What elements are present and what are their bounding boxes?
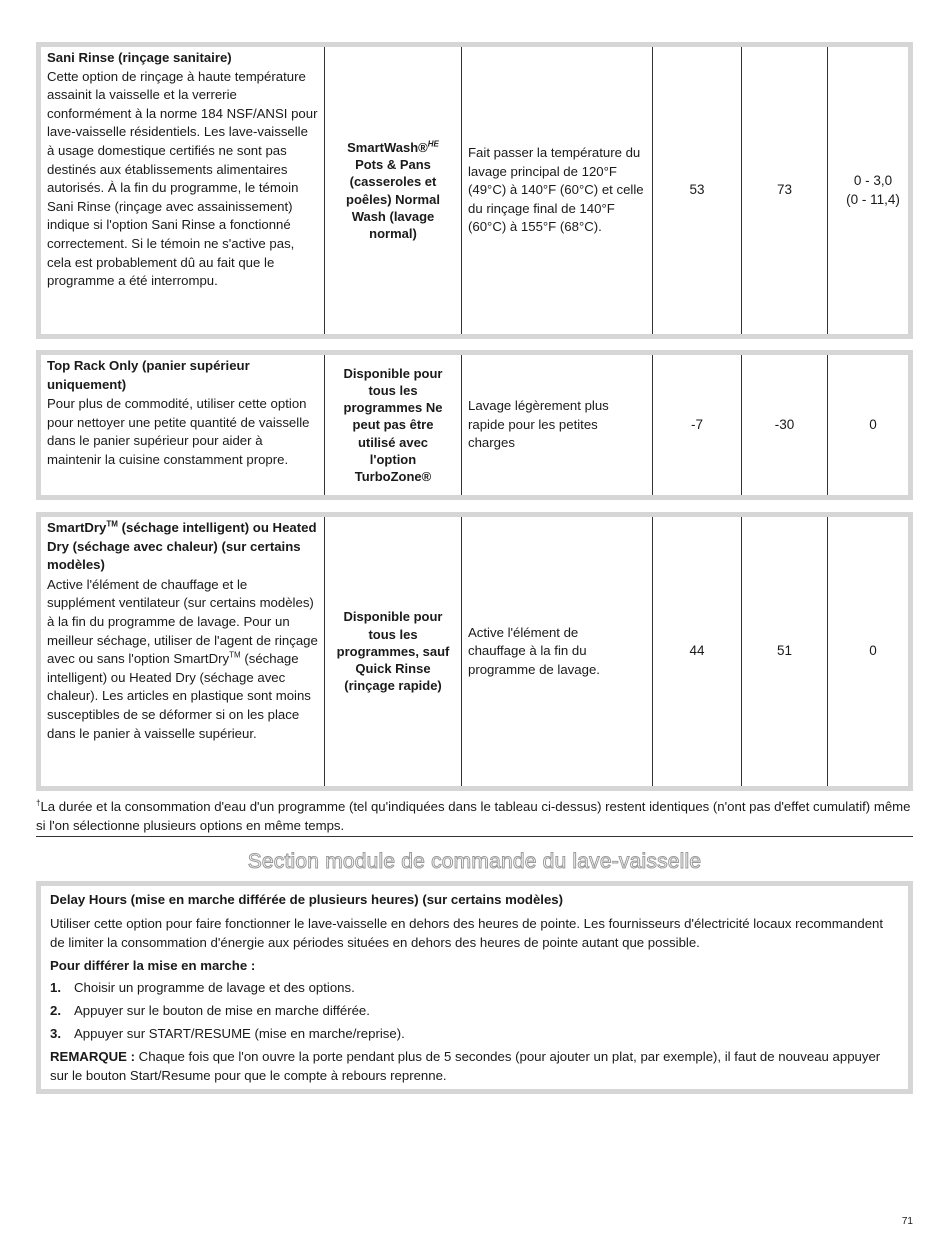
list-item bbox=[50, 1001, 898, 1020]
value-col6: 0 bbox=[869, 416, 877, 432]
option-table-smartdry bbox=[36, 512, 913, 791]
value-col5: 51 bbox=[776, 643, 793, 659]
effect-text: Active l'élément de chauffage à la fin du programme de lavage. bbox=[468, 624, 600, 677]
value-col4: 53 bbox=[689, 182, 705, 198]
trademark-mark: TM bbox=[106, 519, 118, 529]
page-number: 71 bbox=[901, 1216, 913, 1227]
option-description: Pour plus de commodité, utiliser cette option pour nettoyer une petite quantité de vaisselle dans le panier supérieur pour aider à maintenir la cuisine constamment propre. bbox=[47, 396, 310, 467]
value-col5: -30 bbox=[774, 416, 795, 432]
delay-note bbox=[50, 1047, 898, 1085]
delay-intro: Utiliser cette option pour faire fonctionner le lave-vaisselle en dehors des heures de pointe. Les fournisseurs d'électricité locaux recommandent de limiter la consommation d'énergie aux périodes situées en dehors des heures de pointe autant que possible. bbox=[50, 916, 884, 950]
option-title-part: SmartDry bbox=[47, 520, 107, 535]
option-description bbox=[47, 576, 318, 743]
value-cell bbox=[827, 47, 918, 334]
divider bbox=[36, 836, 913, 837]
programs-cell bbox=[324, 47, 461, 334]
option-description: Cette option de rinçage à haute température assainit la vaisselle et la verrerie conformément à la norme 184 NSF/ANSI pour lave-vaisselle résidentiels. Les lave-vaisselle à usage domestique certifiés ne sont pas destinés aux établissements alimentaires autorisés. À la fin du programme, le témoin Sani Rinse (rinçage avec assainissement) indique si l'option Sani Rinse a fonctionné correctement. Si le témoin ne s'active pas, cela est probablement dû au fait que le programme a été interrompu. bbox=[47, 68, 318, 289]
delay-subheading: Pour différer la mise en marche : bbox=[50, 958, 256, 973]
value-cell bbox=[741, 355, 827, 495]
step-number: 1. bbox=[50, 980, 61, 995]
option-table-sani-rinse bbox=[36, 42, 913, 339]
option-cell bbox=[41, 355, 324, 495]
value-col4: 44 bbox=[689, 643, 705, 659]
step-text: Appuyer sur START/RESUME (mise en marche/reprise). bbox=[74, 1026, 405, 1041]
footnote-mark: † bbox=[36, 798, 41, 808]
programs-cell bbox=[324, 517, 461, 786]
note-text: Chaque fois que l'on ouvre la porte pendant plus de 5 secondes (pour ajouter un plat, par exemple), il faut de nouveau appuyer sur le bouton Start/Resume pour que le compte à rebours reprenne. bbox=[50, 1049, 881, 1083]
table-footnote bbox=[36, 798, 916, 835]
programs-text bbox=[337, 139, 449, 242]
programs-smartwash: SmartWash® bbox=[347, 139, 428, 155]
option-description-part: (séchage intelligent) ou Heated Dry (séchage avec chaleur). Les articles en plastique sont moins susceptibles de se déformer si on les place dans le panier à vaisselle supérieur. bbox=[47, 651, 311, 741]
option-cell bbox=[41, 517, 324, 786]
effect-text: Lavage légèrement plus rapide pour les petites charges bbox=[468, 398, 609, 451]
list-item bbox=[50, 978, 898, 997]
step-number: 2. bbox=[50, 1003, 61, 1018]
value-cell bbox=[827, 517, 918, 786]
step-number: 3. bbox=[50, 1026, 61, 1041]
value-cell bbox=[741, 47, 827, 334]
programs-cell bbox=[324, 355, 461, 495]
option-title: Sani Rinse (rinçage sanitaire) bbox=[47, 50, 232, 65]
step-text: Appuyer sur le bouton de mise en marche différée. bbox=[74, 1003, 370, 1018]
list-item bbox=[50, 1024, 898, 1043]
value-col6: 0 - 3,0 bbox=[853, 172, 893, 188]
programs-he-mark: HE bbox=[427, 139, 439, 149]
step-text: Choisir un programme de lavage et des options. bbox=[74, 980, 355, 995]
programs-list: Pots & Pans (casseroles et poêles) Normal Wash (lavage normal) bbox=[346, 157, 440, 241]
effect-cell bbox=[461, 517, 652, 786]
value-col6-metric: (0 - 11,4) bbox=[846, 191, 900, 207]
option-title: Top Rack Only (panier supérieur uniquement) bbox=[47, 358, 250, 392]
programs-text: Disponible pour tous les programmes Ne peut pas être utilisé avec l'option TurboZone® bbox=[343, 365, 443, 484]
value-col4: -7 bbox=[690, 416, 703, 432]
value-cell bbox=[741, 517, 827, 786]
programs-text: Disponible pour tous les programmes, sauf Quick Rinse (rinçage rapide) bbox=[336, 609, 450, 694]
option-table-top-rack bbox=[36, 350, 913, 500]
option-title-part: (séchage intelligent) ou Heated Dry (séchage avec chaleur) (sur certains modèles) bbox=[47, 520, 317, 573]
effect-text: Fait passer la température du lavage principal de 120°F (49°C) à 140°F (60°C) et celle du rinçage final de 140°F (60°C) à 155°F (68°C). bbox=[468, 145, 644, 235]
option-description-part: Active l'élément de chauffage et le supplément ventilateur (sur certains modèles) à la fin du programme de lavage. Pour un meilleur séchage, utiliser de l'agent de rinçage avec ou sans l'option SmartDry bbox=[47, 576, 318, 667]
option-title bbox=[47, 519, 318, 575]
note-label: REMARQUE : bbox=[50, 1049, 135, 1064]
footnote-text: La durée et la consommation d'eau d'un programme (tel qu'indiquées dans le tableau ci-dessus) restent identiques (n'ont pas d'effet cumulatif) même si l'on sélectionne plusieurs options en même temps. bbox=[36, 799, 911, 833]
value-cell bbox=[827, 355, 918, 495]
effect-cell bbox=[461, 355, 652, 495]
value-col5: 73 bbox=[776, 182, 793, 198]
value-col6: 0 bbox=[869, 643, 877, 659]
effect-cell bbox=[461, 47, 652, 334]
value-cell bbox=[652, 517, 741, 786]
delay-hours-box bbox=[36, 881, 913, 1094]
delay-heading: Delay Hours (mise en marche différée de plusieurs heures) (sur certains modèles) bbox=[50, 892, 564, 907]
value-cell bbox=[652, 355, 741, 495]
trademark-mark: TM bbox=[229, 650, 241, 660]
value-cell bbox=[652, 47, 741, 334]
section-title: Section module de commande du lave-vaisselle bbox=[247, 850, 702, 873]
option-cell bbox=[41, 47, 324, 334]
